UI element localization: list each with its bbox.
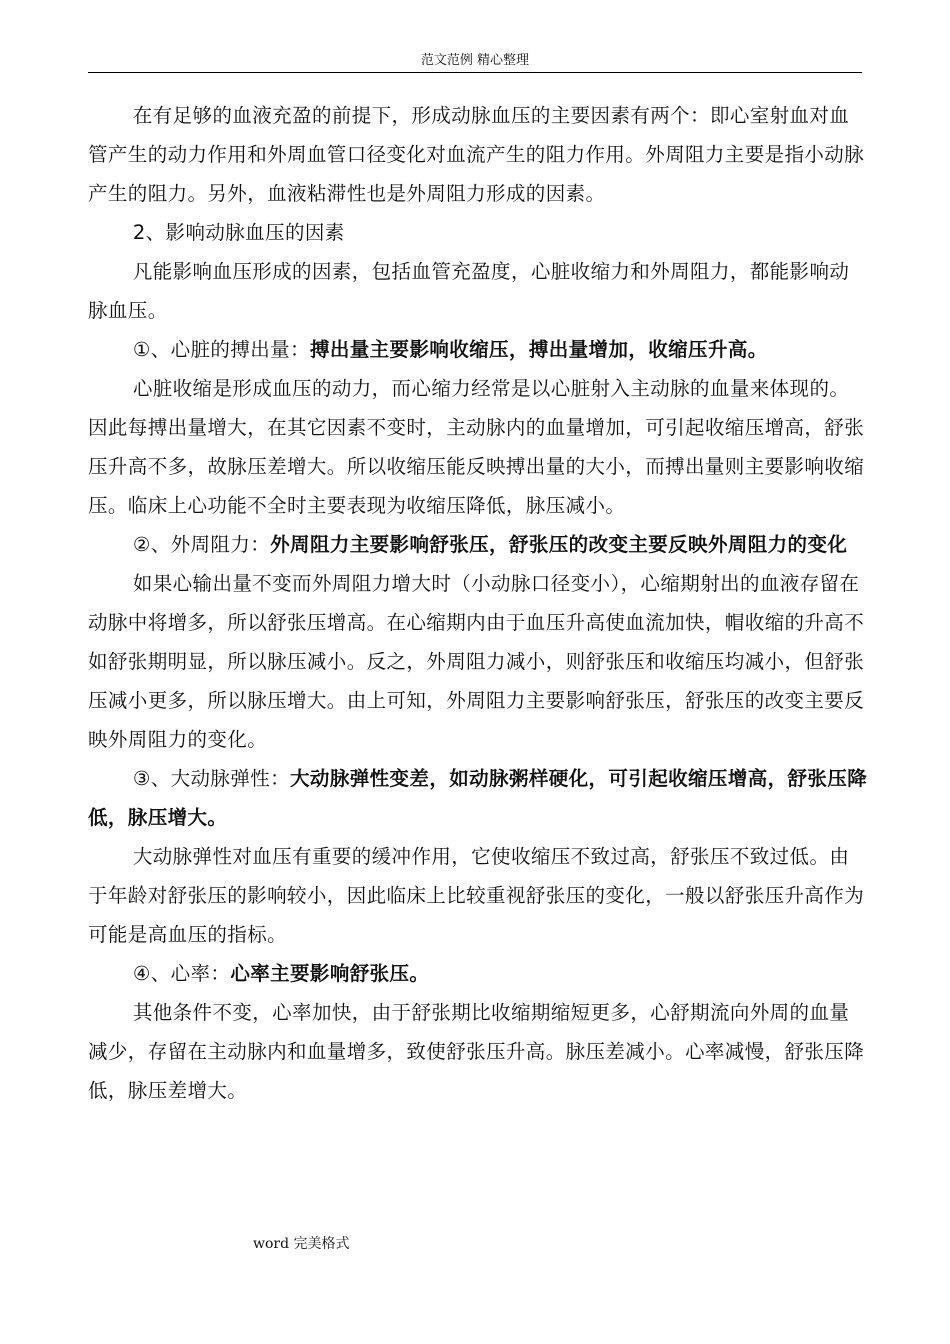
paragraph-heart-rate: 其他条件不变，心率加快，由于舒张期比收缩期缩短更多，心舒期流向外周的血量减少，存留在主动脉内和血量增多，致使舒张压升高。脉压差减小。心率减慢，舒张压降低，脉压差增大。 <box>88 1001 865 1102</box>
item-aortic-elasticity <box>88 759 868 837</box>
item-aortic-elasticity-summary: 大动脉弹性变差，如动脉粥样硬化，可引起收缩压增高，舒张压降低，脉压增大。 <box>88 767 868 829</box>
page-header: 范文范例 精心整理 <box>88 50 862 73</box>
paragraph-blood-pressure-formation: 在有足够的血液充盈的前提下，形成动脉血压的主要因素有两个：即心室射血对血管产生的动力作用和外周血管口径变化对血流产生的阻力作用。外周阻力主要是指小动脉产生的阻力。另外，血液粘滞性也是外周阻力形成的因素。 <box>88 104 865 205</box>
paragraph-stroke-volume: 心脏收缩是形成血压的动力，而心缩力经常是以心脏射入主动脉的血量来体现的。因此每搏出量增大，在其它因素不变时，主动脉内的血量增加，可引起收缩压增高，舒张压升高不多，故脉压差增大。所以收缩压能反映搏出量的大小，而搏出量则主要影响收缩压。临床上心功能不全时主要表现为收缩压降低，脉压减小。 <box>88 377 865 517</box>
paragraph-peripheral-resistance: 如果心输出量不变而外周阻力增大时（小动脉口径变小），心缩期射出的血液存留在动脉中将增多，所以舒张压增高。在心缩期内由于血压升高使血流加快，帽收缩的升高不如舒张期明显，所以脉压减小。反之，外周阻力减小，则舒张压和收缩压均减小，但舒张压减小更多，所以脉压增大。由上可知，外周阻力主要影响舒张压，舒张压的改变主要反映外周阻力的变化。 <box>88 572 865 751</box>
item-peripheral-resistance-summary: 外周阻力主要影响舒张压，舒张压的改变主要反映外周阻力的变化 <box>270 533 848 556</box>
document-body <box>88 96 868 1110</box>
item-peripheral-resistance-label: ②、外周阻力： <box>132 533 271 556</box>
paragraph-factors-intro: 凡能影响血压形成的因素，包括血管充盈度，心脏收缩力和外周阻力，都能影响动脉血压。 <box>88 260 850 322</box>
item-heart-rate-summary: 心率主要影响舒张压。 <box>230 962 430 985</box>
item-stroke-volume-label: ①、心脏的搏出量： <box>132 338 310 361</box>
paragraph-aortic-elasticity: 大动脉弹性对血压有重要的缓冲作用，它使收缩压不致过高，舒张压不致过低。由于年龄对舒张压的影响较小，因此临床上比较重视舒张压的变化，一般以舒张压升高作为可能是高血压的指标。 <box>88 845 865 946</box>
item-peripheral-resistance <box>88 525 868 564</box>
page-footer: word 完美格式 <box>253 1236 350 1252</box>
item-aortic-elasticity-label: ③、大动脉弹性： <box>132 767 291 790</box>
item-heart-rate-label: ④、心率： <box>132 962 231 985</box>
section-heading-factors: 2、影响动脉血压的因素 <box>132 221 345 244</box>
item-stroke-volume-summary: 搏出量主要影响收缩压，搏出量增加，收缩压升高。 <box>309 338 768 361</box>
item-stroke-volume <box>88 330 868 369</box>
item-heart-rate <box>88 954 868 993</box>
